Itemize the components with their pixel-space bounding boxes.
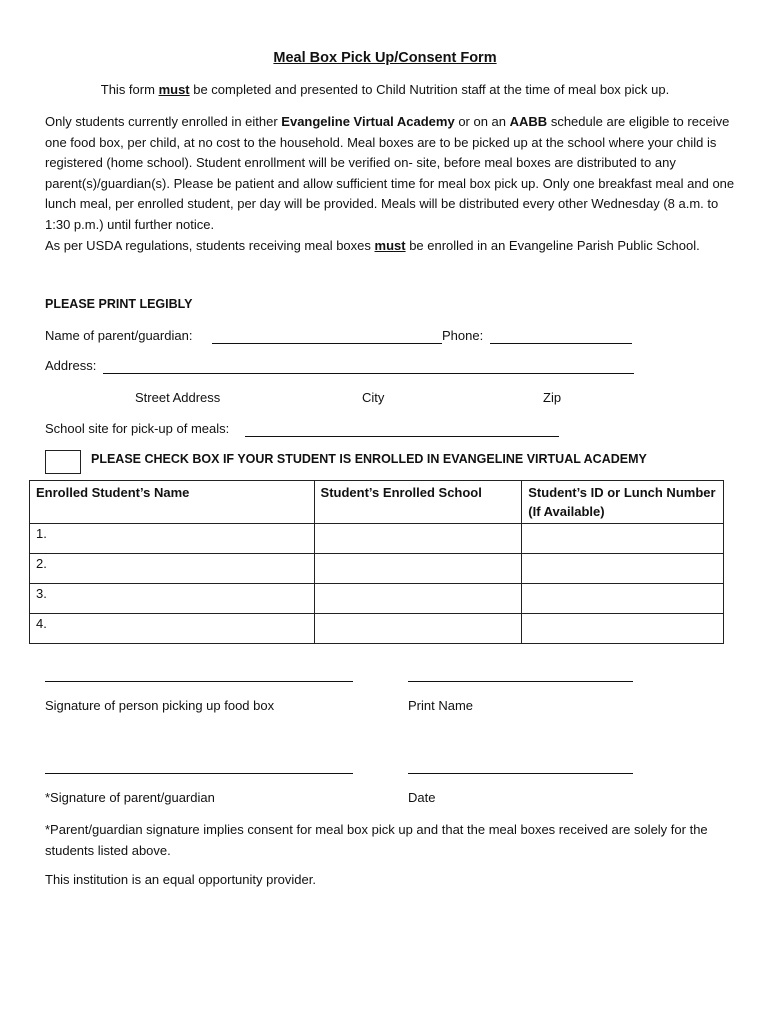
zip-caption: Zip xyxy=(543,390,562,405)
city-caption: City xyxy=(362,390,385,405)
date-line[interactable] xyxy=(408,773,633,774)
parent-label: Name of parent/guardian: xyxy=(45,328,193,343)
header-enrolled-school: Student’s Enrolled School xyxy=(314,481,522,524)
student-id-cell[interactable] xyxy=(522,554,724,584)
phone-field[interactable] xyxy=(490,343,632,344)
table-header-row xyxy=(30,481,724,524)
consent-note: *Parent/guardian signature implies consent for meal box pick up and that the meal boxes received are solely for the students listed above. xyxy=(45,822,708,858)
para-aabb: AABB xyxy=(509,114,548,129)
row-number[interactable]: 1. xyxy=(30,524,315,554)
table-row xyxy=(30,614,724,644)
intro-pre: This form xyxy=(100,82,159,97)
signature-parent-line[interactable] xyxy=(45,773,353,774)
equal-opportunity-statement: This institution is an equal opportunity provider. xyxy=(45,872,316,887)
table-row xyxy=(30,554,724,584)
enrolled-school-cell[interactable] xyxy=(314,554,522,584)
para-text-1: Only students currently enrolled in either xyxy=(45,114,282,129)
enrolled-school-cell[interactable] xyxy=(314,584,522,614)
para-text-5: be enrolled in an Evangeline Parish Public School. xyxy=(405,237,700,253)
signature-parent-caption: *Signature of parent/guardian xyxy=(45,790,215,805)
signature-pickup-caption: Signature of person picking up food box xyxy=(45,698,275,713)
students-table xyxy=(29,480,724,644)
row-number[interactable]: 4. xyxy=(30,614,315,644)
checkbox-label: PLEASE CHECK BOX IF YOUR STUDENT IS ENROLLED IN EVANGELINE VIRTUAL ACADEMY xyxy=(91,452,647,466)
print-legibly-heading: PLEASE PRINT LEGIBLY xyxy=(45,297,193,311)
header-student-id: Student’s ID or Lunch Number (If Available) xyxy=(522,481,724,524)
student-id-cell[interactable] xyxy=(522,584,724,614)
intro-text xyxy=(0,82,770,97)
street-address-caption: Street Address xyxy=(135,390,221,405)
row-number[interactable]: 3. xyxy=(30,584,315,614)
address-field[interactable] xyxy=(103,373,634,374)
print-name-line[interactable] xyxy=(408,681,633,682)
para-text-4: As per USDA regulations, students receiving meal boxes xyxy=(45,237,375,253)
school-site-field[interactable] xyxy=(245,436,559,437)
phone-label: Phone: xyxy=(442,328,484,343)
student-id-cell[interactable] xyxy=(522,614,724,644)
para-text-3: schedule are eligible to receive one food box, per child, at no cost to the household. Meal boxes are to be picked up at the school where your child is registered (home school). Student enrollment will be verified on- site, before meal boxes are distributed to any parent(s)/guardian(s). Please be patient and allow sufficient time for meal box pick up. Only one breakfast meal and one lunch meal, per enrolled student, per day will be provided. Meals will be distributed every other Wednesday (8 a.m. to 1:30 p.m.) until further notice. xyxy=(45,114,735,232)
print-name-caption: Print Name xyxy=(408,698,474,713)
table-row xyxy=(30,584,724,614)
parent-name-field[interactable] xyxy=(212,343,442,344)
table-row xyxy=(30,524,724,554)
school-site-label: School site for pick-up of meals: xyxy=(45,421,230,436)
para-evangeline: Evangeline Virtual Academy xyxy=(281,114,455,129)
intro-must: must xyxy=(158,82,190,97)
header-student-name: Enrolled Student’s Name xyxy=(30,481,315,524)
student-id-cell[interactable] xyxy=(522,524,724,554)
signature-pickup-line[interactable] xyxy=(45,681,353,682)
row-number[interactable]: 2. xyxy=(30,554,315,584)
eligibility-paragraph xyxy=(45,112,735,256)
intro-post: be completed and presented to Child Nutrition staff at the time of meal box pick up. xyxy=(189,82,670,97)
address-label: Address: xyxy=(45,358,97,373)
evangeline-checkbox[interactable] xyxy=(45,450,81,474)
para-must: must xyxy=(374,237,406,253)
date-caption: Date xyxy=(408,790,436,805)
para-text-2: or on an xyxy=(454,114,510,129)
enrolled-school-cell[interactable] xyxy=(314,614,522,644)
form-title: Meal Box Pick Up/Consent Form xyxy=(273,50,497,66)
enrolled-school-cell[interactable] xyxy=(314,524,522,554)
